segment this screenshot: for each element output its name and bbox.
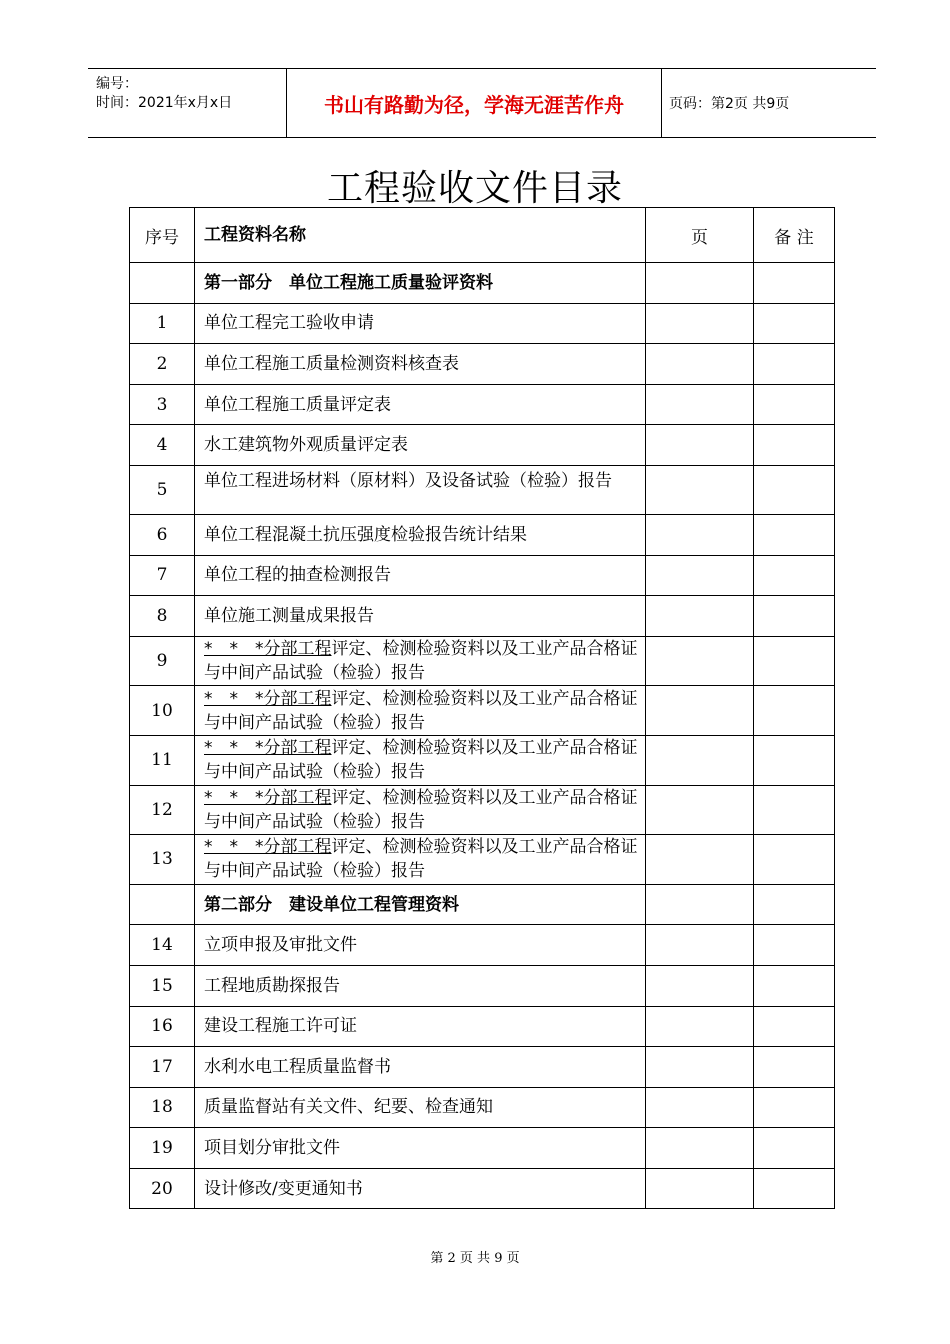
page-cell bbox=[646, 555, 754, 596]
row-number: 16 bbox=[130, 1006, 195, 1047]
remark-cell bbox=[754, 384, 835, 425]
part-prefix: * * *分部工程 bbox=[204, 639, 332, 660]
part-prefix: * * *分部工程 bbox=[204, 688, 332, 709]
table-row bbox=[130, 925, 835, 966]
section-row bbox=[130, 884, 835, 925]
row-name-text: 评定、检测检验资料以及工业产品合格证与中间产品试验（检验）报告 bbox=[204, 688, 638, 733]
part-prefix: * * *分部工程 bbox=[204, 738, 332, 759]
row-number: 8 bbox=[130, 596, 195, 637]
row-number: 7 bbox=[130, 555, 195, 596]
page-cell bbox=[646, 1006, 754, 1047]
page-footer: 第 2 页 共 9 页 bbox=[430, 1251, 520, 1266]
table-row bbox=[130, 425, 835, 466]
row-name bbox=[195, 735, 646, 785]
remark-cell bbox=[754, 735, 835, 785]
row-name-text: 单位工程混凝土抗压强度检验报告统计结果 bbox=[204, 524, 527, 545]
page-cell bbox=[646, 596, 754, 637]
remark-cell bbox=[754, 636, 835, 686]
table-row bbox=[130, 1168, 835, 1209]
remark-cell bbox=[754, 1168, 835, 1209]
row-name bbox=[195, 636, 646, 686]
remark-cell bbox=[754, 1006, 835, 1047]
table-row bbox=[130, 835, 835, 885]
row-name-text: 单位工程施工质量评定表 bbox=[204, 394, 391, 415]
row-name bbox=[195, 835, 646, 885]
row-number: 18 bbox=[130, 1087, 195, 1128]
page-cell bbox=[646, 636, 754, 686]
row-name bbox=[195, 1047, 646, 1088]
remark-cell bbox=[754, 1047, 835, 1088]
page-cell bbox=[646, 1087, 754, 1128]
row-number: 9 bbox=[130, 636, 195, 686]
row-name bbox=[195, 344, 646, 385]
document-title: 工程验收文件目录 bbox=[326, 168, 623, 209]
header-motto: 书山有路勤为径，学海无涯苦作舟 bbox=[286, 69, 662, 137]
remark-cell bbox=[754, 835, 835, 885]
col-name-header: 工程资料名称 bbox=[195, 208, 646, 263]
table-row bbox=[130, 686, 835, 736]
section-no bbox=[130, 263, 195, 304]
row-name bbox=[195, 925, 646, 966]
section-row bbox=[130, 263, 835, 304]
row-name-text: 单位工程进场材料（原材料）及设备试验（检验）报告 bbox=[204, 470, 612, 491]
part-prefix: * * *分部工程 bbox=[204, 787, 332, 808]
part-prefix: * * *分部工程 bbox=[204, 837, 332, 858]
row-number: 4 bbox=[130, 425, 195, 466]
header-page bbox=[660, 69, 876, 137]
remark-cell bbox=[754, 514, 835, 555]
row-name-text: 评定、检测检验资料以及工业产品合格证与中间产品试验（检验）报告 bbox=[204, 738, 638, 783]
col-remark-header: 备 注 bbox=[754, 208, 835, 263]
row-name-text: 工程地质勘探报告 bbox=[204, 975, 340, 996]
remark-cell bbox=[754, 686, 835, 736]
row-name-text: 单位施工测量成果报告 bbox=[204, 605, 374, 626]
table-row bbox=[130, 303, 835, 344]
row-number: 11 bbox=[130, 735, 195, 785]
remark-cell bbox=[754, 596, 835, 637]
table-row bbox=[130, 735, 835, 785]
row-name bbox=[195, 1128, 646, 1169]
table-row bbox=[130, 555, 835, 596]
page-cell bbox=[646, 514, 754, 555]
remark-cell bbox=[754, 425, 835, 466]
remark-cell bbox=[754, 785, 835, 835]
page-cell bbox=[646, 303, 754, 344]
page-cell bbox=[646, 686, 754, 736]
page-cell bbox=[646, 1047, 754, 1088]
table-row bbox=[130, 1128, 835, 1169]
row-number: 10 bbox=[130, 686, 195, 736]
remark-cell bbox=[754, 965, 835, 1006]
page-header bbox=[88, 68, 876, 138]
remark-cell bbox=[754, 465, 835, 514]
time-label: 时间：2021年x月x日 bbox=[96, 95, 233, 111]
row-name bbox=[195, 555, 646, 596]
row-name-text: 项目划分审批文件 bbox=[204, 1138, 340, 1159]
page-cell bbox=[646, 965, 754, 1006]
row-name-text: 单位工程施工质量检测资料核查表 bbox=[204, 353, 459, 374]
page-cell bbox=[646, 835, 754, 885]
row-number: 6 bbox=[130, 514, 195, 555]
row-number: 1 bbox=[130, 303, 195, 344]
section-title: 第一部分 单位工程施工质量验评资料 bbox=[195, 263, 646, 304]
table-row bbox=[130, 465, 835, 514]
table-row bbox=[130, 384, 835, 425]
row-name-text: 评定、检测检验资料以及工业产品合格证与中间产品试验（检验）报告 bbox=[204, 837, 638, 882]
row-name-text: 水利水电工程质量监督书 bbox=[204, 1056, 391, 1077]
row-number: 17 bbox=[130, 1047, 195, 1088]
row-name bbox=[195, 1087, 646, 1128]
row-name bbox=[195, 425, 646, 466]
row-name bbox=[195, 1168, 646, 1209]
row-number: 5 bbox=[130, 465, 195, 514]
row-name-text: 立项申报及审批文件 bbox=[204, 935, 357, 956]
row-name-text: 水工建筑物外观质量评定表 bbox=[204, 435, 408, 456]
row-number: 15 bbox=[130, 965, 195, 1006]
remark-cell bbox=[754, 1087, 835, 1128]
page-cell bbox=[646, 925, 754, 966]
row-number: 12 bbox=[130, 785, 195, 835]
section-no bbox=[130, 884, 195, 925]
table-row bbox=[130, 1087, 835, 1128]
row-name-text: 单位工程的抽查检测报告 bbox=[204, 565, 391, 586]
row-name bbox=[195, 1006, 646, 1047]
section-title: 第二部分 建设单位工程管理资料 bbox=[195, 884, 646, 925]
row-name bbox=[195, 596, 646, 637]
remark-cell bbox=[754, 303, 835, 344]
remark-cell bbox=[754, 884, 835, 925]
row-number: 13 bbox=[130, 835, 195, 885]
page-label: 页码：第2页 共9页 bbox=[669, 96, 790, 112]
row-name-text: 评定、检测检验资料以及工业产品合格证与中间产品试验（检验）报告 bbox=[204, 639, 638, 684]
remark-cell bbox=[754, 344, 835, 385]
page-cell bbox=[646, 384, 754, 425]
page-cell bbox=[646, 465, 754, 514]
table-row bbox=[130, 785, 835, 835]
row-name bbox=[195, 384, 646, 425]
row-number: 3 bbox=[130, 384, 195, 425]
table-row bbox=[130, 596, 835, 637]
page-cell bbox=[646, 1128, 754, 1169]
page-cell bbox=[646, 263, 754, 304]
row-name-text: 评定、检测检验资料以及工业产品合格证与中间产品试验（检验）报告 bbox=[204, 787, 638, 832]
row-name-text: 质量监督站有关文件、纪要、检查通知 bbox=[204, 1097, 493, 1118]
table-row bbox=[130, 1006, 835, 1047]
row-name bbox=[195, 465, 646, 514]
col-page-header: 页 bbox=[646, 208, 754, 263]
remark-cell bbox=[754, 555, 835, 596]
page-cell bbox=[646, 884, 754, 925]
page-cell bbox=[646, 735, 754, 785]
row-name-text: 单位工程完工验收申请 bbox=[204, 313, 374, 334]
remark-cell bbox=[754, 925, 835, 966]
table-row bbox=[130, 965, 835, 1006]
table-row bbox=[130, 514, 835, 555]
row-number: 2 bbox=[130, 344, 195, 385]
page-cell bbox=[646, 1168, 754, 1209]
remark-cell bbox=[754, 263, 835, 304]
page-cell bbox=[646, 344, 754, 385]
row-name-text: 设计修改/变更通知书 bbox=[204, 1178, 363, 1199]
row-number: 20 bbox=[130, 1168, 195, 1209]
table-row bbox=[130, 344, 835, 385]
row-name bbox=[195, 965, 646, 1006]
page-cell bbox=[646, 425, 754, 466]
row-name bbox=[195, 686, 646, 736]
remark-cell bbox=[754, 1128, 835, 1169]
table-row bbox=[130, 1047, 835, 1088]
row-name bbox=[195, 785, 646, 835]
number-label: 编号： bbox=[96, 76, 138, 92]
col-no-header: 序号 bbox=[130, 208, 195, 263]
row-number: 19 bbox=[130, 1128, 195, 1169]
row-name-text: 建设工程施工许可证 bbox=[204, 1016, 357, 1037]
row-name bbox=[195, 514, 646, 555]
catalog-table bbox=[129, 207, 835, 1209]
row-name bbox=[195, 303, 646, 344]
row-number: 14 bbox=[130, 925, 195, 966]
header-meta bbox=[88, 69, 286, 137]
table-row bbox=[130, 636, 835, 686]
page-cell bbox=[646, 785, 754, 835]
table-header-row bbox=[130, 208, 835, 263]
